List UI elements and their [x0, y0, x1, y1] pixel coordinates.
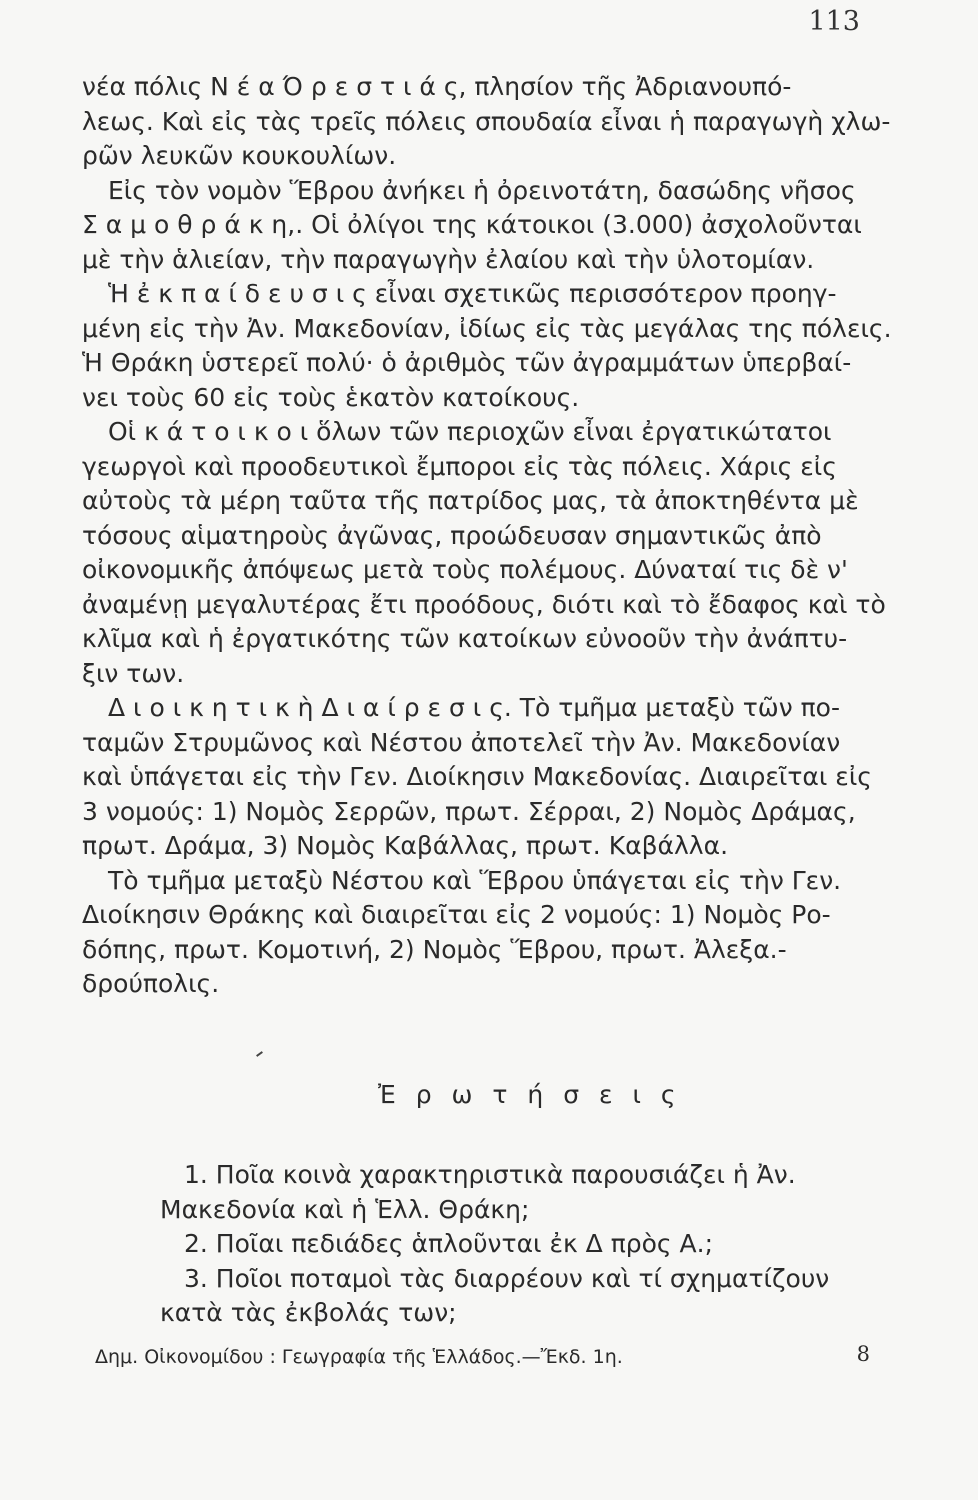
text-line: ρῶν λευκῶν κουκουλίων. [82, 141, 397, 170]
text-line: ἀναμένῃ μεγαλυτέρας ἔτι προόδους, διότι καὶ τὸ ἔδαφος καὶ τὸ [82, 589, 886, 619]
text-line: μὲ τὴν ἁλιείαν, τὴν παραγωγὴν ἐλαίου καὶ τὴν ὑλοτομίαν. [82, 244, 815, 274]
text-line: Εἰς τὸν νομὸν Ἕβρου ἀνήκει ἡ ὀρεινοτάτη, δασώδης νῆσος [108, 175, 856, 205]
signature-number: 8 [856, 1342, 870, 1366]
text-line: Ἡ Θράκη ὑστερεῖ πολύ· ὁ ἀριθμὸς τῶν ἀγραμμάτων ὑπερβαί- [82, 348, 852, 377]
text-line: Οἱ κ ά τ ο ι κ ο ι ὅλων τῶν περιοχῶν εἶναι ἐργατικώτατοι [108, 417, 832, 446]
text-line: οἰκονομικῆς ἀπόψεως μετὰ τοὺς πολέμους. Δύναταί τις δὲ ν' [82, 555, 848, 584]
text-line: αὐτοὺς τὰ μέρη ταῦτα τῆς πατρίδος μας, τὰ ἀποκτηθέντα μὲ [82, 486, 859, 515]
text-line: κλῖμα καὶ ἡ ἐργατικότης τῶν κατοίκων εὐνοοῦν τὴν ἀνάπτυ- [82, 624, 848, 653]
print-mark [256, 1051, 263, 1057]
text-line: Διοίκησιν Θράκης καὶ διαιρεῖται εἰς 2 νομούς: 1) Νομὸς Ρο- [82, 900, 831, 929]
body-text [82, 70, 897, 1002]
text-line: γεωργοὶ καὶ προοδευτικοὶ ἔμποροι εἰς τὰς πόλεις. Χάρις εἰς [82, 451, 837, 481]
question-line: κατὰ τὰς ἐκβολάς των; [160, 1298, 457, 1327]
page-number: 113 [808, 6, 860, 37]
text-line: Ἡ ἐ κ π α ί δ ε υ σ ι ς εἶναι σχετικῶς περισσότερον προηγ- [108, 279, 837, 308]
text-line: Δ ι ο ι κ η τ ι κ ὴ Δ ι α ί ρ ε σ ι ς. Τὸ τμῆμα μεταξὺ τῶν πο- [108, 693, 840, 722]
text-line: μένη εἰς τὴν Ἀν. Μακεδονίαν, ἰδίως εἰς τὰς μεγάλας της πόλεις. [82, 313, 892, 343]
text-line: δρούπολις. [82, 969, 220, 998]
text-line: νέα πόλις Ν έ α Ό ρ ε σ τ ι ά ς, πλησίον τῆς Ἀδριανουπό- [82, 72, 792, 101]
text-line: Σ α μ ο θ ρ ά κ η,. Οἱ ὀλίγοι της κάτοικοι (3.000) ἀσχολοῦνται [82, 210, 862, 239]
text-line: ξιν των. [82, 658, 185, 688]
question-line: 3. Ποῖοι ποταμοὶ τὰς διαρρέουν καὶ τί σχηματίζουν [184, 1263, 830, 1293]
text-line: νει τοὺς 60 εἰς τοὺς ἑκατὸν κατοίκους. [82, 382, 580, 412]
text-line: καὶ ὑπάγεται εἰς τὴν Γεν. Διοίκησιν Μακεδονίας. Διαιρεῖται εἰς [82, 762, 872, 791]
text-line: ταμῶν Στρυμῶνος καὶ Νέστου ἀποτελεῖ τὴν Ἀν. Μακεδονίαν [82, 727, 841, 757]
question-line: 1. Ποῖα κοινὰ χαρακτηριστικὰ παρουσιάζει ἡ Ἀν. [184, 1160, 796, 1189]
text-line: πρωτ. Δράμα, 3) Νομὸς Καβάλλας, πρωτ. Καβάλλα. [82, 831, 729, 860]
footer-citation: Δημ. Οἰκονομίδου : Γεωγραφία τῆς Ἑλλάδος.—Ἔκδ. 1η. [95, 1346, 623, 1368]
questions-title: Ἐ ρ ω τ ή σ ε ι ς [378, 1080, 682, 1109]
question-line: 2. Ποῖαι πεδιάδες ἁπλοῦνται ἐκ Δ πρὸς Α.; [184, 1229, 714, 1258]
text-line: Τὸ τμῆμα μεταξὺ Νέστου καὶ Ἕβρου ὑπάγεται εἰς τὴν Γεν. [108, 865, 842, 895]
question-line: Μακεδονία καὶ ἡ Ἑλλ. Θράκη; [160, 1194, 530, 1224]
text-line: δόπης, πρωτ. Κομοτινή, 2) Νομὸς Ἕβρου, πρωτ. Ἀλεξα.- [82, 934, 787, 964]
text-line: 3 νομούς: 1) Νομὸς Σερρῶν, πρωτ. Σέρραι, 2) Νομὸς Δράμας, [82, 796, 856, 826]
text-line: τόσους αἱματηροὺς ἀγῶνας, προώδευσαν σημαντικῶς ἀπὸ [82, 520, 822, 550]
text-line: λεως. Καὶ εἰς τὰς τρεῖς πόλεις σπουδαία εἶναι ἡ παραγωγὴ χλω- [82, 106, 891, 136]
questions-list [160, 1158, 900, 1331]
